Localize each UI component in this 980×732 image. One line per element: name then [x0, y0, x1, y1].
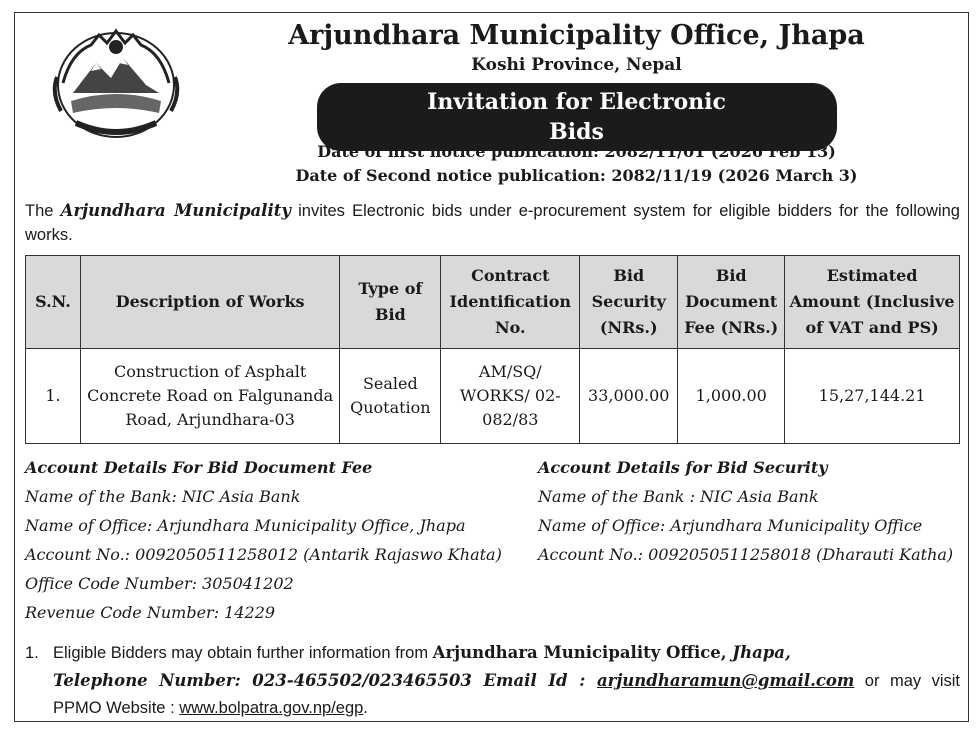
intro-org: Arjundhara Municipality [60, 201, 291, 220]
account-security-number: Account No.: 0092050511258018 (Dharauti Katha) [538, 545, 954, 564]
point-continuation [25, 667, 960, 722]
cell-estimate: 15,27,144.21 [785, 349, 960, 444]
province: Koshi Province, Nepal [471, 55, 682, 75]
point-text-1: Eligible Bidders may obtain further information from [53, 644, 433, 662]
info-point-1 [25, 639, 960, 722]
account-security-title: Account Details for Bid Security [538, 458, 828, 477]
intro-prefix: The [25, 202, 61, 220]
works-table [25, 255, 960, 444]
title-block [195, 19, 958, 151]
col-header-contract-id: Contract Identification No. [441, 256, 580, 349]
intro-paragraph [25, 199, 960, 247]
second-notice-date: Date of Second notice publication: 2082/11/19 (2026 March 3) [295, 166, 858, 185]
point-number: 1. [25, 644, 39, 662]
account-fee-codes [25, 569, 294, 627]
col-header-type: Type of Bid [340, 256, 441, 349]
cell-doc-fee: 1,000.00 [678, 349, 785, 444]
point-phone: Telephone Number: 023-465502/023465503 Email Id : [53, 671, 597, 690]
account-fee-title: Account Details For Bid Document Fee [25, 458, 373, 477]
point-text-2: or may visit PPMO Website : [53, 672, 961, 717]
first-notice-date: Date of first notice publication: 2082/11/01 (2026 Feb 13) [317, 142, 836, 161]
account-fee-details [25, 453, 502, 569]
intro-rest: invites Electronic bids under e-procurement system for eligible bidders for the following works. [25, 202, 960, 244]
office-code: Office Code Number: 305041202 [25, 574, 294, 593]
email-link[interactable]: arjundharamun@gmail.com [596, 671, 855, 690]
revenue-code: Revenue Code Number: 14229 [25, 603, 276, 622]
cell-type: Sealed Quotation [340, 349, 441, 444]
col-header-sn: S.N. [26, 256, 81, 349]
table-header-row [26, 256, 960, 349]
account-fee-bank: Name of the Bank: NIC Asia Bank [25, 487, 301, 506]
header [15, 13, 968, 148]
account-fee-office: Name of Office: Arjundhara Municipality Office, Jhapa [25, 516, 466, 535]
account-security-details [538, 453, 953, 569]
nepal-government-emblem-icon [51, 23, 181, 143]
cell-description: Construction of Asphalt Concrete Road on Falgunanda Road, Arjundhara-03 [80, 349, 339, 444]
point-place: Jhapa, [732, 643, 791, 662]
account-security-bank: Name of the Bank : NIC Asia Bank [538, 487, 819, 506]
title-banner: Invitation for Electronic Bids [317, 83, 837, 151]
cell-sn: 1. [26, 349, 81, 444]
col-header-estimate: Estimated Amount (Inclusive of VAT and PS) [785, 256, 960, 349]
cell-security: 33,000.00 [580, 349, 678, 444]
point-org: Arjundhara Municipality Office, [432, 643, 733, 662]
account-fee-number: Account No.: 0092050511258012 (Antarik Rajaswo Khata) [25, 545, 502, 564]
col-header-description: Description of Works [80, 256, 339, 349]
notice-dates [195, 140, 958, 188]
cell-contract-id: AM/SQ/ WORKS/ 02-082/83 [441, 349, 580, 444]
col-header-security: Bid Security (NRs.) [580, 256, 678, 349]
website-link[interactable]: www.bolpatra.gov.np/egp [179, 699, 364, 717]
org-name: Arjundhara Municipality Office, Jhapa [288, 20, 865, 51]
col-header-doc-fee: Bid Document Fee (NRs.) [678, 256, 785, 349]
point-text-3: . [363, 699, 368, 717]
account-security-office: Name of Office: Arjundhara Municipality Office [538, 516, 923, 535]
table-row [26, 349, 960, 444]
notice-page [14, 12, 969, 722]
